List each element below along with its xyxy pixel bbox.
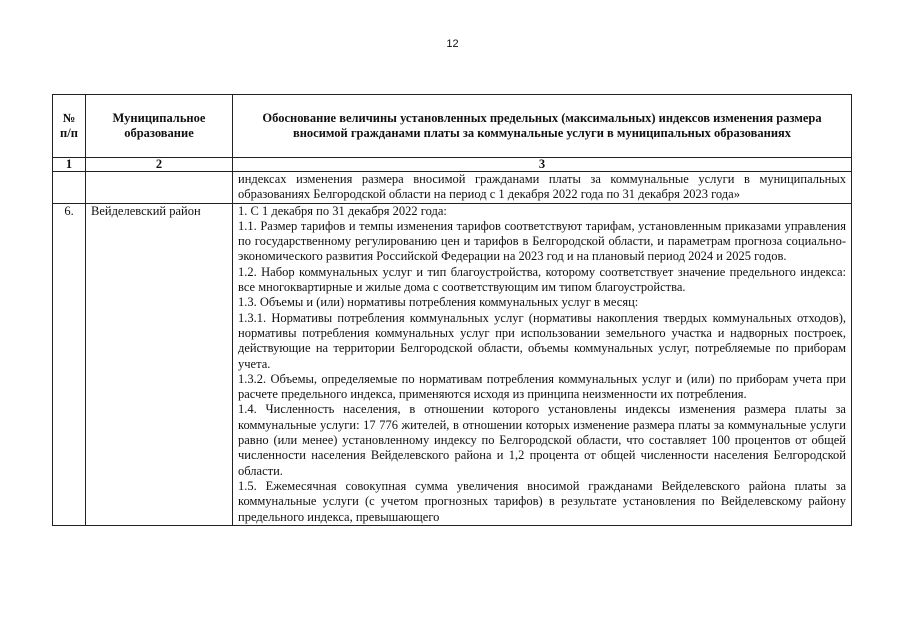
column-number-2: 2 xyxy=(86,158,233,172)
row-number: 6. xyxy=(53,203,86,525)
continuation-empty-cell-1 xyxy=(53,172,86,204)
header-number: № п/п xyxy=(53,95,86,158)
paragraph-1-5: 1.5. Ежемесячная совокупная сумма увеличения вносимой гражданами Вейделевского района платы за коммунальные услуги (с учетом прогнозных тарифов) в результате установления по Вейделевскому району предельного индекса, превышающего xyxy=(238,478,846,524)
column-number-1: 1 xyxy=(53,158,86,172)
table-header-row xyxy=(53,95,852,158)
page-number: 12 xyxy=(446,38,459,50)
header-municipality: Муниципальное образование xyxy=(86,95,233,158)
continuation-text: индексах изменения размера вносимой гражданами платы за коммунальные услуги в муниципальных образованиях Белгородской области на период с 1 декабря 2022 года по 31 декабря 2023 года» xyxy=(233,172,852,204)
row-municipality: Вейделевский район xyxy=(86,203,233,525)
row-justification xyxy=(233,203,852,525)
paragraph-1-4: 1.4. Численность населения, в отношении которого установлены индексы изменения размера платы за коммунальные услуги: 17 776 жителей, в отношении которых изменение размера платы за коммунальные услуги равно (или менее) установленному индексу по Белгородской области, что составляет 100 процентов от общей численности населения Вейделевского района и 1,2 процента от общей численности населения Белгородской области. xyxy=(238,402,846,478)
paragraph-1-2: 1.2. Набор коммунальных услуг и тип благоустройства, которому соответствует значение предельного индекса: все многоквартирные и жилые дома с соответствующим им типом благоустройства. xyxy=(238,264,846,295)
header-justification: Обоснование величины установленных предельных (максимальных) индексов изменения размера вносимой гражданами платы за коммунальные услуги в муниципальных образованиях xyxy=(233,95,852,158)
paragraph-1-3-2: 1.3.2. Объемы, определяемые по нормативам потребления коммунальных услуг и (или) по приборам учета при расчете предельного индекса, применяются исходя из принципа неизменности их потребления. xyxy=(238,371,846,402)
paragraph-1-3: 1.3. Объемы и (или) нормативы потребления коммунальных услуг в месяц: xyxy=(238,295,639,310)
continuation-empty-cell-2 xyxy=(86,172,233,204)
paragraph-1-3-1: 1.3.1. Нормативы потребления коммунальных услуг (нормативы накопления твердых коммунальных отходов), нормативы потребления коммунальных услуг при использовании земельного участка и надворных построек, действующие на территории Белгородской области, объемы коммунальных услуг, потребляемые по приборам учета. xyxy=(238,310,846,371)
paragraph-1-1: 1.1. Размер тарифов и темпы изменения тарифов соответствуют тарифам, установленным приказами управления по государственному регулированию цен и тарифов в Белгородской области, и параметрам прогноза социально-экономического развития Российской Федерации на 2023 год и на плановый период 2024 и 2025 годов. xyxy=(238,218,846,264)
paragraph-1: 1. С 1 декабря по 31 декабря 2022 года: xyxy=(238,203,447,218)
table-row xyxy=(53,203,852,525)
column-number-3: 3 xyxy=(233,158,852,172)
indices-table xyxy=(52,94,852,526)
column-number-row xyxy=(53,158,852,172)
continuation-row xyxy=(53,172,852,204)
